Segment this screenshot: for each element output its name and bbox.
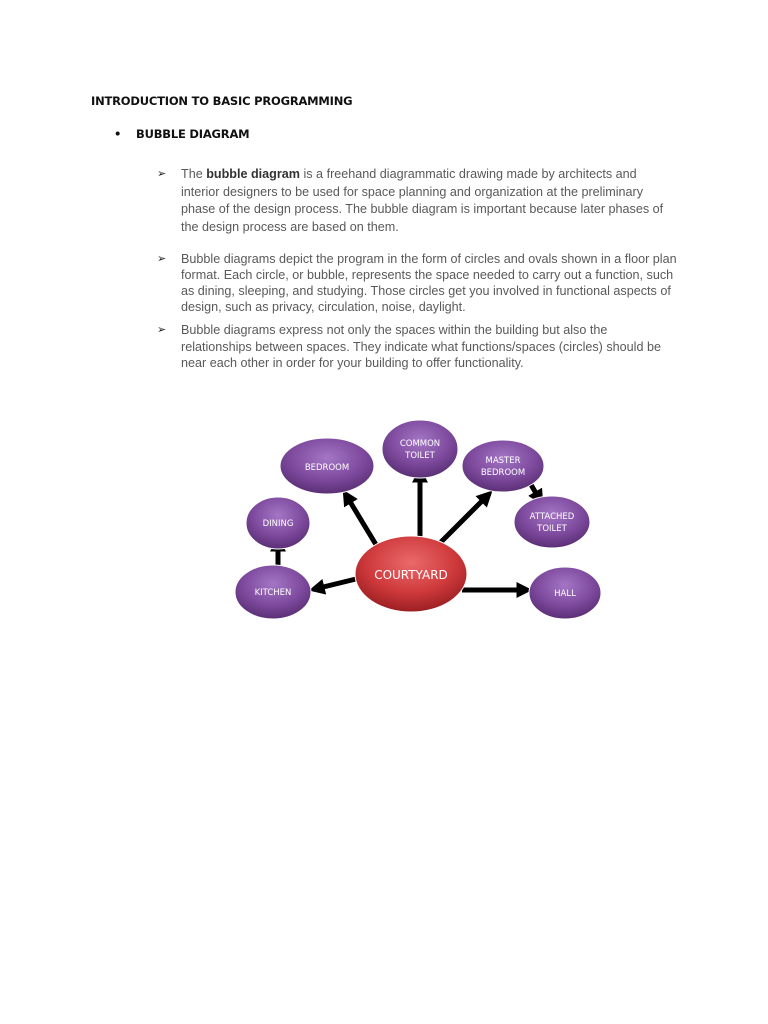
bubble-diagram — [230, 415, 610, 630]
svg-text:ATTACHED: ATTACHED — [529, 512, 575, 522]
arrow-bullet-icon: ➢ — [157, 168, 167, 180]
svg-text:HALL: HALL — [554, 589, 576, 599]
bubble-hall — [529, 567, 601, 619]
svg-text:TOILET: TOILET — [537, 524, 567, 534]
svg-text:COURTYARD: COURTYARD — [374, 568, 448, 582]
svg-text:DINING: DINING — [262, 519, 294, 529]
list-item-text: The bubble diagram is a freehand diagrammatic drawing made by architects and interior designers to be used for space planning and organization at the preliminary phase of the design process. The bubble diagram is important because later phases of the design process are based on them. — [181, 167, 664, 234]
bold-term: bubble diagram — [206, 167, 300, 181]
bubble-attached-toilet — [514, 496, 590, 548]
bubble-master-bedroom — [462, 440, 544, 492]
list-item — [157, 166, 677, 236]
arrow-courtyard-bedroom — [346, 495, 378, 548]
page-title: INTRODUCTION TO BASIC PROGRAMMING — [91, 94, 353, 108]
svg-text:BEDROOM: BEDROOM — [304, 463, 350, 473]
bubble-common-toilet — [382, 420, 458, 478]
list-item — [157, 322, 677, 372]
arrow-courtyard-master-bedroom — [440, 495, 488, 543]
svg-text:MASTER: MASTER — [485, 456, 521, 466]
svg-text:KITCHEN: KITCHEN — [254, 588, 292, 598]
bubble-dining — [246, 497, 310, 549]
bubble-bedroom — [280, 438, 374, 494]
section-heading-text: BUBBLE DIAGRAM — [136, 127, 250, 141]
list-item-text: Bubble diagrams depict the program in the form of circles and ovals shown in a floor plan format. Each circle, or bubble, represents the space needed to carry out a function, such as dining, sleeping, and studying. Those circles get you involved in functional aspects of design, such as privacy, circulation, noise, daylight. — [181, 252, 677, 314]
arrow-bullet-icon: ➢ — [157, 324, 167, 336]
bubble-kitchen — [235, 565, 311, 619]
arrow-courtyard-kitchen — [315, 579, 356, 589]
bullet-icon: • — [114, 127, 122, 141]
svg-text:TOILET: TOILET — [405, 451, 435, 461]
list-item-text: Bubble diagrams express not only the spaces within the building but also the relationships between spaces. They indicate what functions/spaces (circles) should be near each other in order for your building to offer functionality. — [181, 323, 661, 370]
list-item — [157, 251, 677, 315]
section-heading — [114, 127, 249, 141]
bubble-courtyard — [355, 536, 467, 612]
svg-text:COMMON: COMMON — [399, 439, 441, 449]
arrow-bullet-icon: ➢ — [157, 253, 167, 265]
svg-text:BEDROOM: BEDROOM — [480, 468, 526, 478]
